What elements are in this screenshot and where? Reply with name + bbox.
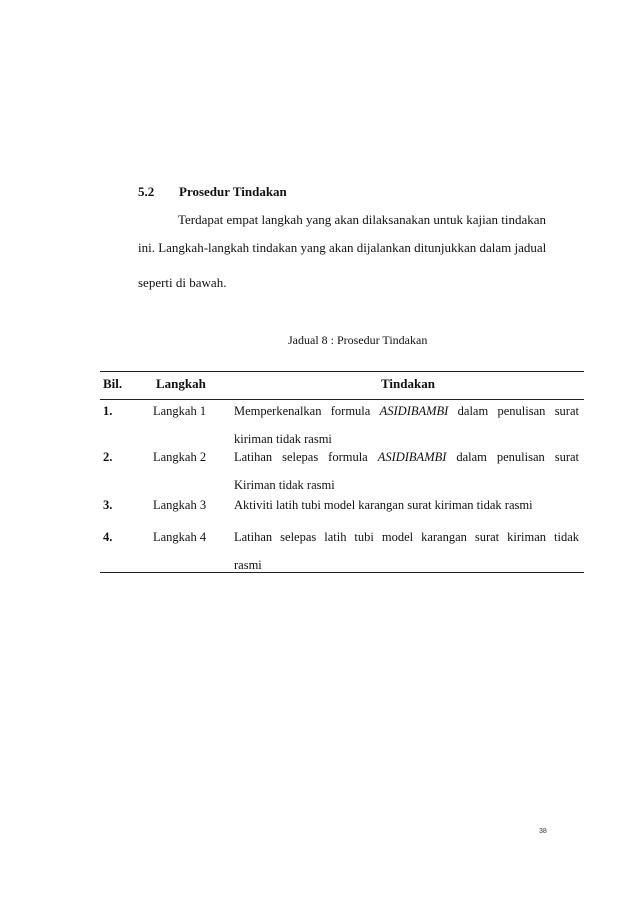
row-tindakan bbox=[234, 523, 579, 579]
paragraph-line-3: seperti di bawah. bbox=[138, 275, 227, 290]
row-bil: 3. bbox=[103, 498, 113, 512]
row-bil: 4. bbox=[103, 530, 113, 544]
tindakan-text: Memperkenalkan formula bbox=[234, 404, 380, 418]
tindakan-text: Latihan selepas formula bbox=[234, 450, 378, 464]
header-langkah: Langkah bbox=[156, 376, 206, 391]
section-number: 5.2 bbox=[138, 184, 155, 199]
tindakan-text: dalam penulisan surat bbox=[448, 404, 579, 418]
tindakan-text: Latihan selepas latih tubi model karangan surat kiriman tidak bbox=[234, 530, 579, 544]
row-bil: 1. bbox=[103, 404, 113, 418]
tindakan-text-line2: kiriman tidak rasmi bbox=[234, 432, 332, 446]
row-langkah: Langkah 2 bbox=[153, 450, 207, 464]
page-number: 38 bbox=[539, 828, 547, 835]
paragraph-line-2: ini. Langkah-langkah tindakan yang akan dijalankan ditunjukkan dalam jadual bbox=[138, 240, 547, 255]
row-langkah: Langkah 3 bbox=[153, 498, 207, 512]
formula-name: ASIDIBAMBI bbox=[377, 450, 447, 464]
paragraph-line-1: Terdapat empat langkah yang akan dilaksanakan untuk kajian tindakan bbox=[178, 212, 547, 227]
row-langkah: Langkah 4 bbox=[153, 530, 207, 544]
tindakan-text-line2: rasmi bbox=[234, 558, 262, 572]
tindakan-text-line2: Kiriman tidak rasmi bbox=[234, 478, 335, 492]
header-tindakan: Tindakan bbox=[381, 376, 435, 391]
row-bil: 2. bbox=[103, 450, 113, 464]
tindakan-text: Aktiviti latih tubi model karangan surat kiriman tidak rasmi bbox=[234, 498, 533, 512]
table-bottom-rule bbox=[100, 572, 584, 573]
header-bil: Bil. bbox=[103, 376, 123, 391]
row-langkah: Langkah 1 bbox=[153, 404, 207, 418]
section-title: Prosedur Tindakan bbox=[179, 184, 287, 199]
row-tindakan bbox=[234, 491, 579, 519]
tindakan-text: dalam penulisan surat bbox=[446, 450, 580, 464]
formula-name: ASIDIBAMBI bbox=[379, 404, 449, 418]
table-caption: Jadual 8 : Prosedur Tindakan bbox=[288, 333, 428, 347]
table-top-rule bbox=[100, 371, 584, 372]
